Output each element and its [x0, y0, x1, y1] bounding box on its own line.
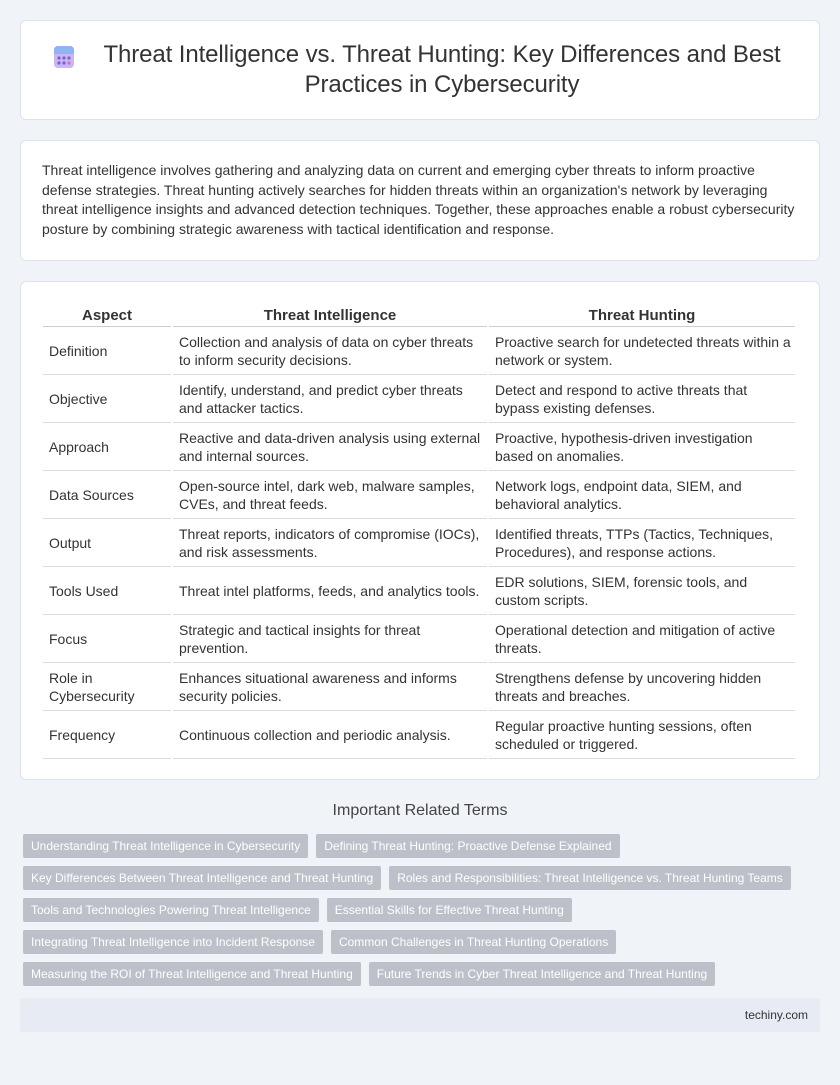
- related-term-tag[interactable]: Measuring the ROI of Threat Intelligence and Threat Hunting: [23, 962, 361, 986]
- threat-intelligence-cell: Strategic and tactical insights for threat prevention.: [173, 615, 487, 663]
- related-term-tag[interactable]: Common Challenges in Threat Hunting Operations: [331, 930, 616, 954]
- table-row: [43, 471, 795, 519]
- aspect-cell: Definition: [43, 327, 171, 375]
- threat-hunting-cell: EDR solutions, SIEM, forensic tools, and custom scripts.: [489, 567, 795, 615]
- related-terms-section: [0, 802, 840, 994]
- header-threat-intelligence: Threat Intelligence: [173, 300, 487, 327]
- intro-paragraph: Threat intelligence involves gathering and analyzing data on current and emerging cyber threats to inform proactive defense strategies. Threat hunting actively searches for hidden threats within an organization's network by leveraging threat intelligence insights and advanced detection techniques. Together, these approaches enable a robust cybersecurity posture by combining strategic awareness with tactical identification and response.: [20, 140, 820, 261]
- threat-hunting-cell: Regular proactive hunting sessions, often scheduled or triggered.: [489, 711, 795, 759]
- related-terms-tags: [0, 834, 840, 994]
- table-row: [43, 423, 795, 471]
- related-term-tag[interactable]: Essential Skills for Effective Threat Hunting: [327, 898, 572, 922]
- table-row: [43, 663, 795, 711]
- table-header-row: [43, 300, 795, 327]
- aspect-cell: Objective: [43, 375, 171, 423]
- related-term-tag[interactable]: Tools and Technologies Powering Threat Intelligence: [23, 898, 319, 922]
- related-term-tag[interactable]: Integrating Threat Intelligence into Incident Response: [23, 930, 323, 954]
- header-threat-hunting: Threat Hunting: [489, 300, 795, 327]
- threat-intelligence-cell: Continuous collection and periodic analysis.: [173, 711, 487, 759]
- table-row: [43, 375, 795, 423]
- threat-hunting-cell: Network logs, endpoint data, SIEM, and behavioral analytics.: [489, 471, 795, 519]
- related-terms-title: Important Related Terms: [332, 802, 508, 819]
- header-aspect: Aspect: [43, 300, 171, 327]
- threat-intelligence-cell: Threat intel platforms, feeds, and analytics tools.: [173, 567, 487, 615]
- threat-intelligence-cell: Enhances situational awareness and informs security policies.: [173, 663, 487, 711]
- aspect-cell: Tools Used: [43, 567, 171, 615]
- threat-intelligence-cell: Reactive and data-driven analysis using external and internal sources.: [173, 423, 487, 471]
- comparison-table: [41, 300, 797, 759]
- aspect-cell: Data Sources: [43, 471, 171, 519]
- aspect-cell: Frequency: [43, 711, 171, 759]
- related-term-tag[interactable]: Defining Threat Hunting: Proactive Defense Explained: [316, 834, 619, 858]
- threat-hunting-cell: Detect and respond to active threats that bypass existing defenses.: [489, 375, 795, 423]
- table-row: [43, 519, 795, 567]
- comparison-table-card: [20, 281, 820, 780]
- calculator-icon: [51, 44, 77, 70]
- threat-hunting-cell: Strengthens defense by uncovering hidden threats and breaches.: [489, 663, 795, 711]
- threat-intelligence-cell: Threat reports, indicators of compromise (IOCs), and risk assessments.: [173, 519, 487, 567]
- page-title: Threat Intelligence vs. Threat Hunting: Key Differences and Best Practices in Cybersecurity: [103, 41, 781, 98]
- table-row: [43, 327, 795, 375]
- threat-intelligence-cell: Identify, understand, and predict cyber threats and attacker tactics.: [173, 375, 487, 423]
- aspect-cell: Approach: [43, 423, 171, 471]
- table-row: [43, 615, 795, 663]
- related-term-tag[interactable]: Understanding Threat Intelligence in Cybersecurity: [23, 834, 308, 858]
- related-term-tag[interactable]: Future Trends in Cyber Threat Intelligence and Threat Hunting: [369, 962, 715, 986]
- threat-hunting-cell: Operational detection and mitigation of active threats.: [489, 615, 795, 663]
- threat-intelligence-cell: Collection and analysis of data on cyber threats to inform security decisions.: [173, 327, 487, 375]
- threat-hunting-cell: Proactive search for undetected threats within a network or system.: [489, 327, 795, 375]
- aspect-cell: Output: [43, 519, 171, 567]
- threat-hunting-cell: Identified threats, TTPs (Tactics, Techniques, Procedures), and response actions.: [489, 519, 795, 567]
- header-card: [20, 20, 820, 120]
- related-term-tag[interactable]: Roles and Responsibilities: Threat Intelligence vs. Threat Hunting Teams: [389, 866, 791, 890]
- aspect-cell: Focus: [43, 615, 171, 663]
- threat-intelligence-cell: Open-source intel, dark web, malware samples, CVEs, and threat feeds.: [173, 471, 487, 519]
- table-row: [43, 567, 795, 615]
- table-row: [43, 711, 795, 759]
- footer: [20, 998, 820, 1032]
- footer-site-link[interactable]: techiny.com: [744, 1008, 808, 1022]
- threat-hunting-cell: Proactive, hypothesis-driven investigation based on anomalies.: [489, 423, 795, 471]
- related-term-tag[interactable]: Key Differences Between Threat Intelligence and Threat Hunting: [23, 866, 381, 890]
- aspect-cell: Role in Cybersecurity: [43, 663, 171, 711]
